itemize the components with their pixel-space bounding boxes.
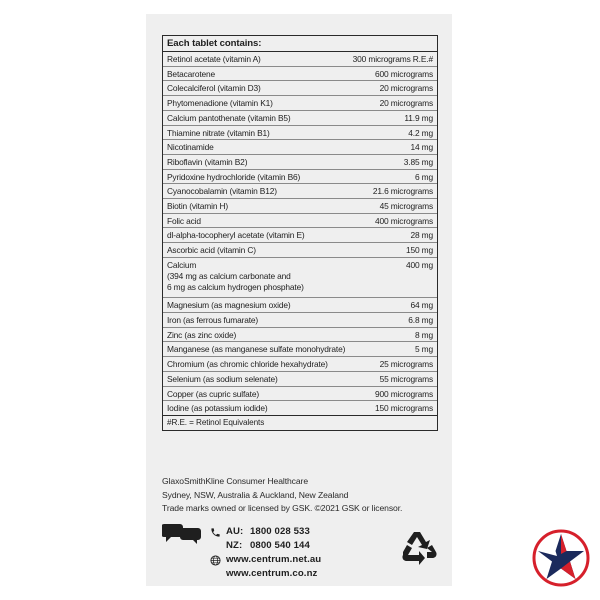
speech-bubbles-icon xyxy=(162,522,202,544)
ingredient-name: Ascorbic acid (vitamin C) xyxy=(167,245,256,256)
contact-web-nz xyxy=(208,567,321,581)
ingredient-name: Phytomenadione (vitamin K1) xyxy=(167,98,273,109)
ingredient-name: Calcium pantothenate (vitamin B5) xyxy=(167,112,291,123)
table-header: Each tablet contains: xyxy=(163,36,437,52)
ingredient-amount: 14 mg xyxy=(410,142,433,153)
table-row xyxy=(163,184,437,199)
website-au-link[interactable]: www.centrum.net.au xyxy=(226,554,322,565)
table-row xyxy=(163,96,437,111)
ingredient-amount: 6.8 mg xyxy=(408,315,433,325)
ingredient-amount: 64 mg xyxy=(410,300,433,311)
table-row xyxy=(163,372,437,387)
table-row xyxy=(163,387,437,402)
ingredient-amount: 21.6 micrograms xyxy=(372,186,433,197)
ingredient-amount: 25 micrograms xyxy=(379,359,433,370)
nutrition-table xyxy=(162,35,438,431)
ingredient-amount: 400 mg xyxy=(405,259,433,270)
nz-label: NZ: xyxy=(226,540,243,551)
table-row xyxy=(163,199,437,214)
company-name: GlaxoSmithKline Consumer Healthcare xyxy=(162,476,309,486)
ingredient-name: Iodine (as potassium iodide) xyxy=(167,403,268,414)
ingredient-amount: 5 mg xyxy=(414,344,433,355)
recycle-icon xyxy=(397,526,441,570)
company-info xyxy=(162,475,402,516)
contact-au xyxy=(208,525,321,539)
nz-phone[interactable]: 0800 540 144 xyxy=(250,540,310,551)
ingredient-name: Nicotinamide xyxy=(167,142,214,153)
ingredient-amount: 20 micrograms xyxy=(379,98,433,109)
ingredient-name: dl-alpha-tocopheryl acetate (vitamin E) xyxy=(167,230,305,241)
contact-nz xyxy=(208,539,321,553)
table-row xyxy=(163,81,437,96)
ingredient-name: Retinol acetate (vitamin A) xyxy=(167,54,261,64)
ingredient-amount: 4.2 mg xyxy=(408,127,433,138)
table-row xyxy=(163,401,437,415)
table-row xyxy=(163,140,437,155)
au-phone[interactable]: 1800 028 533 xyxy=(250,526,310,537)
table-row xyxy=(163,357,437,372)
ingredient-name: Chromium (as chromic chloride hexahydrate) xyxy=(167,359,328,370)
ingredient-amount: 8 mg xyxy=(414,329,433,340)
table-row xyxy=(163,170,437,185)
ingredient-name: Selenium (as sodium selenate) xyxy=(167,373,278,384)
ingredient-name: Calcium (394 mg as calcium carbonate and 6 mg as calcium hydrogen phosphate) xyxy=(167,259,304,292)
table-row xyxy=(163,126,437,141)
ingredient-name: Copper (as cupric sulfate) xyxy=(167,388,259,399)
contact-block xyxy=(208,525,321,581)
table-row xyxy=(163,155,437,170)
table-row xyxy=(163,258,437,298)
table-row xyxy=(163,342,437,357)
au-label: AU: xyxy=(226,526,244,537)
ingredient-amount: 28 mg xyxy=(410,230,433,241)
ingredient-name: Colecalciferol (vitamin D3) xyxy=(167,83,261,94)
ingredient-name: Folic acid xyxy=(167,215,201,226)
ingredient-amount: 300 micrograms R.E.# xyxy=(352,54,433,64)
ingredient-amount: 20 micrograms xyxy=(379,83,433,94)
table-row xyxy=(163,111,437,126)
table-row xyxy=(163,67,437,82)
ingredient-amount: 55 micrograms xyxy=(379,373,433,384)
ingredient-amount: 600 micrograms xyxy=(375,68,433,79)
table-row xyxy=(163,228,437,243)
ingredient-name: Biotin (vitamin H) xyxy=(167,201,229,212)
table-footnote: #R.E. = Retinol Equivalents xyxy=(163,415,437,430)
table-row xyxy=(163,298,437,313)
ingredient-name: Manganese (as manganese sulfate monohydrate) xyxy=(167,344,346,355)
contact-web-au xyxy=(208,553,321,567)
ingredient-name: Betacarotene xyxy=(167,68,216,79)
ingredient-amount: 11.9 mg xyxy=(404,112,433,123)
ingredient-name: Cyanocobalamin (vitamin B12) xyxy=(167,186,277,197)
table-row xyxy=(163,328,437,343)
ingredient-amount: 150 micrograms xyxy=(375,403,433,414)
table-row xyxy=(163,313,437,328)
ingredient-name: Pyridoxine hydrochloride (vitamin B6) xyxy=(167,171,301,182)
ingredient-amount: 3.85 mg xyxy=(403,156,433,167)
ingredient-name: Thiamine nitrate (vitamin B1) xyxy=(167,127,270,138)
ingredient-amount: 6 mg xyxy=(414,171,433,182)
ingredient-name: Riboflavin (vitamin B2) xyxy=(167,156,248,167)
table-rows xyxy=(163,52,437,415)
ingredient-name: Zinc (as zinc oxide) xyxy=(167,329,237,340)
trademark-notice: Trade marks owned or licensed by GSK. ©2021 GSK or licensor. xyxy=(162,503,403,513)
star-logo xyxy=(531,528,591,588)
phone-icon xyxy=(208,527,222,538)
table-row xyxy=(163,52,437,67)
ingredient-name: Iron (as ferrous fumarate) xyxy=(167,315,259,325)
ingredient-amount: 900 micrograms xyxy=(375,388,433,399)
company-location: Sydney, NSW, Australia & Auckland, New Zealand xyxy=(162,489,349,500)
globe-icon xyxy=(208,555,222,566)
table-row xyxy=(163,243,437,258)
ingredient-amount: 45 micrograms xyxy=(379,201,433,212)
website-nz-link[interactable]: www.centrum.co.nz xyxy=(226,568,318,579)
table-row xyxy=(163,214,437,229)
ingredient-amount: 400 micrograms xyxy=(375,215,433,226)
ingredient-name: Magnesium (as magnesium oxide) xyxy=(167,300,291,311)
ingredient-amount: 150 mg xyxy=(405,245,433,256)
